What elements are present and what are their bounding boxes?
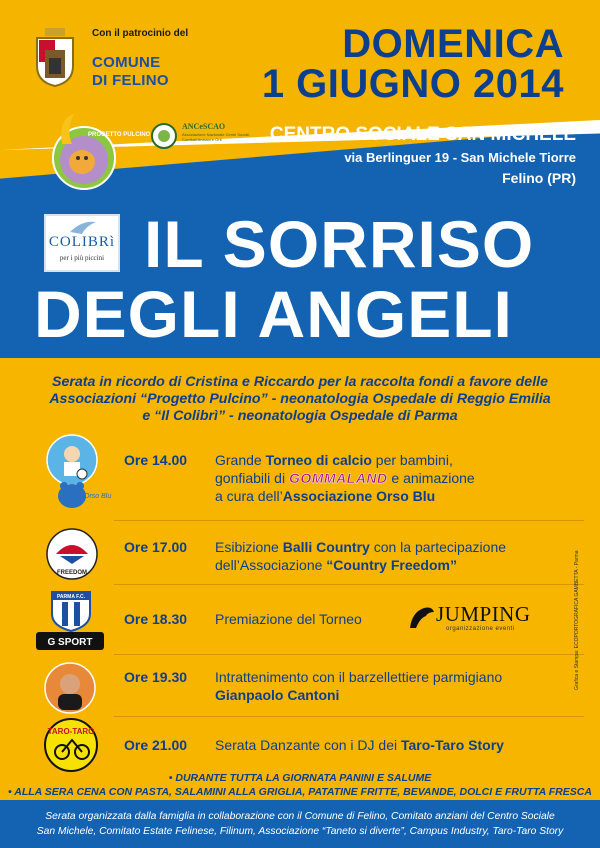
freedom-label: FREEDOM: [57, 570, 87, 576]
desc-highlight: Taro-Taro Story: [401, 737, 504, 753]
taro-label: TARO-TARO: [47, 727, 95, 736]
desc-text: Intrattenimento con il barzellettiere parmigiano: [215, 669, 503, 685]
orso-blu-logo: [52, 476, 112, 510]
venue-name: CENTRO SOCIALE SAN MICHELE: [269, 124, 576, 145]
parma-label: PARMA F.C.: [56, 594, 86, 600]
progetto-pulcino-logo: [52, 108, 151, 194]
schedule-desc: [215, 538, 506, 574]
footer-line1: Serata organizzata dalla famiglia in collaborazione con il Comune di Felino, Comitato anziani del Centro Sociale: [45, 811, 555, 822]
print-credit: Grafica e Stampa: ECOPORTOGRAFICA GAMBETTA - Parma: [574, 550, 580, 690]
event-date: 1 GIUGNO 2014: [261, 62, 564, 106]
ancescao-name: ANCeSCAO: [182, 122, 226, 131]
desc-text: dell’Associazione: [215, 557, 327, 573]
footer-line2: San Michele, Comitato Estate Felinese, Filinum, Associazione “Taneto si diverte”, Campus Industry, Taro-Taro Story: [36, 826, 564, 837]
desc-text: Esibizione: [215, 539, 283, 555]
ancescao-logo-icon: [150, 122, 178, 150]
colibri-name: COLIBRì: [48, 234, 116, 250]
gommaland-logo: GOMMALAND: [288, 470, 388, 486]
desc-text: a cura dell’: [215, 488, 283, 504]
desc-text: Grande: [215, 452, 266, 468]
gsport-label: G SPORT: [47, 637, 93, 648]
desc-highlight: Associazione Orso Blu: [282, 488, 436, 504]
schedule-time: Ore 14.00: [124, 452, 188, 468]
desc-text: gonfiabili di: [215, 470, 289, 486]
felino-crest-icon: [33, 28, 77, 88]
food-note-day: • DURANTE TUTTA LA GIORNATA PANINI E SALUME: [168, 772, 432, 784]
event-day: DOMENICA: [342, 22, 564, 66]
desc-text: con la partecipazione: [369, 539, 507, 555]
schedule-time: Ore 19.30: [124, 669, 188, 685]
country-freedom-logo: [46, 528, 98, 580]
desc-text: per bambini,: [371, 452, 453, 468]
jumping-name: JUMPING: [436, 602, 531, 626]
divider: [114, 520, 584, 521]
divider: [114, 584, 584, 585]
parma-fc-crest-icon: [48, 590, 94, 632]
food-note-evening: • ALLA SERA CENA CON PASTA, SALAMINI ALLA GRIGLIA, PATATINE FRITTE, BEVANDE, DOLCI E FRUTTA FRESCA: [8, 786, 592, 798]
jumping-subtitle: organizzazione eventi: [446, 626, 515, 632]
intro-line2: Associazioni “Progetto Pulcino” - neonatologia Ospedale di Reggio Emilia: [49, 391, 551, 407]
pulcino-label: PROGETTO PULCINO: [88, 132, 151, 138]
desc-highlight: Torneo di calcio: [265, 452, 372, 468]
intro-text: [0, 374, 600, 425]
divider: [114, 716, 584, 717]
jumping-logo: [406, 600, 566, 640]
divider: [114, 654, 584, 655]
taro-taro-logo: [44, 718, 98, 772]
horse-icon: [406, 602, 436, 632]
main-title-line2: DEGLI ANGELI: [34, 277, 513, 351]
venue-address: via Berlinguer 19 - San Michele Tiorre: [344, 150, 576, 165]
patronage-label: Con il patrocinio del: [92, 28, 189, 39]
schedule-desc: [215, 610, 362, 628]
desc-highlight: Balli Country: [282, 539, 370, 555]
footer-band: [0, 800, 600, 848]
schedule-desc: [215, 451, 475, 505]
ancescao-subtitle: Associazione Nazionale Centri Sociali, Comitati Anziani e Orti: [182, 132, 251, 142]
venue-city: Felino (PR): [502, 170, 576, 186]
schedule-time: Ore 21.00: [124, 737, 188, 753]
desc-text: e animazione: [387, 470, 475, 486]
main-title-line1: IL SORRISO: [144, 207, 535, 281]
schedule-desc: [215, 736, 504, 754]
desc-text: Serata Danzante con i DJ dei: [215, 737, 401, 753]
orso-blu-label: Orso Blu: [84, 493, 112, 500]
gsport-logo: [36, 632, 104, 650]
intro-line1: Serata in ricordo di Cristina e Riccardo per la raccolta fondi a favore delle: [52, 374, 548, 390]
schedule-time: Ore 17.00: [124, 539, 188, 555]
comune-name-line1: COMUNE: [92, 54, 161, 71]
schedule-desc: [215, 668, 502, 704]
desc-highlight: Gianpaolo Cantoni: [215, 687, 340, 703]
comedian-portrait-icon: [44, 662, 96, 714]
intro-line3: e “Il Colibrì” - neonatologia Ospedale di Parma: [142, 408, 458, 424]
colibri-logo: [44, 214, 120, 272]
colibri-tagline: per i più piccini: [59, 254, 105, 262]
comune-name-line2: DI FELINO: [92, 72, 169, 89]
desc-highlight: “Country Freedom”: [326, 557, 457, 573]
desc-text: Premiazione del Torneo: [215, 611, 362, 627]
schedule-time: Ore 18.30: [124, 611, 188, 627]
